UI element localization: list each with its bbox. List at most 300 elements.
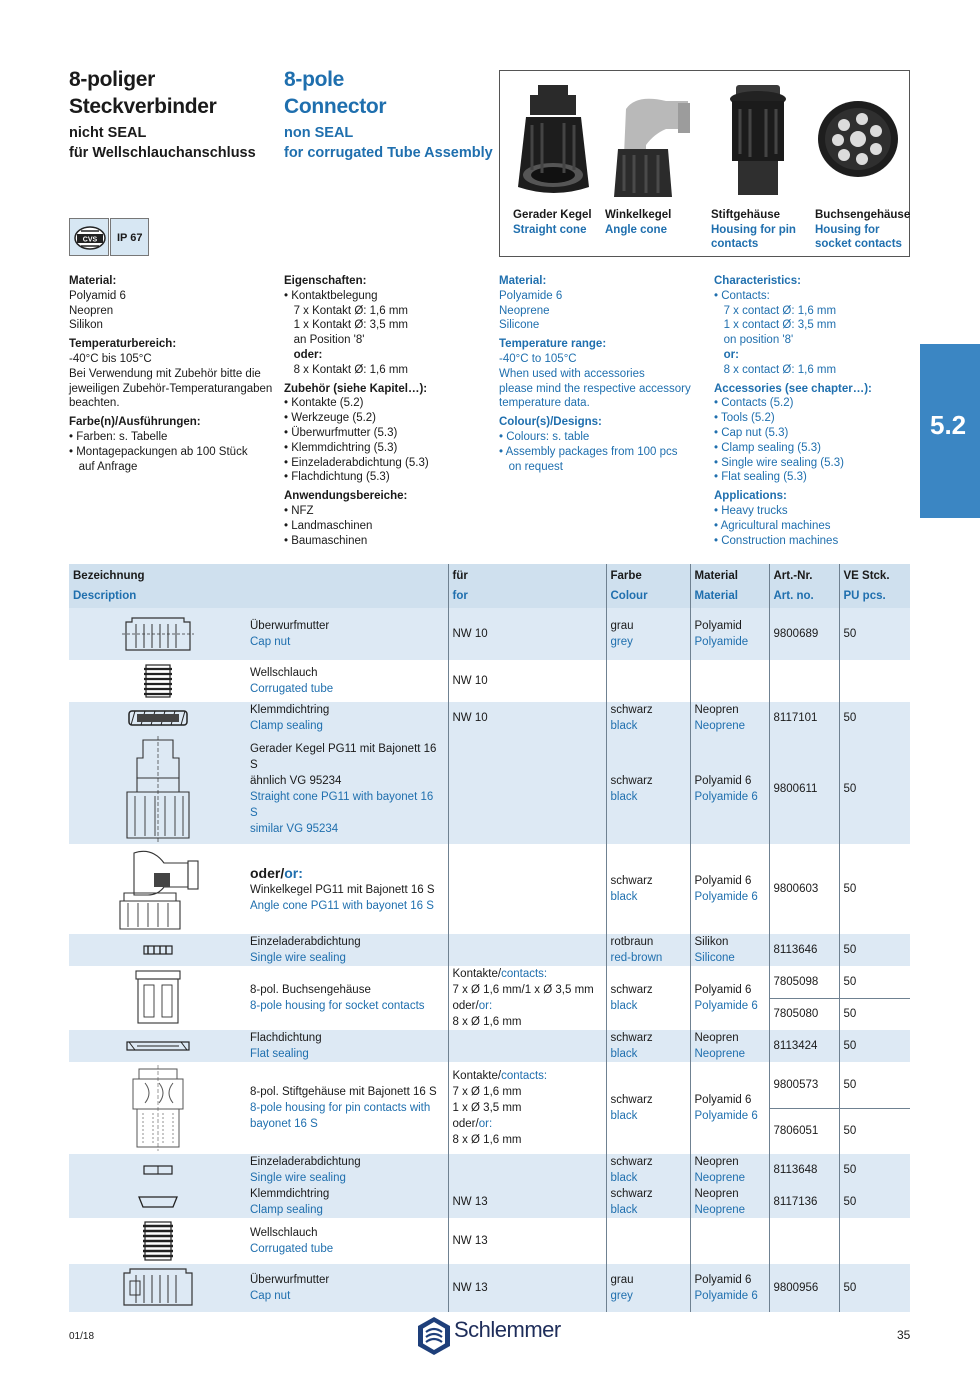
en-title-line-1: 8-pole [284,68,345,91]
en-title-line-2: Connector [284,95,387,118]
art-no-cell[interactable]: 9800689 [769,608,839,660]
for-cell: NW 10 [448,702,606,734]
or-en: or: [284,865,303,881]
art-no-cell[interactable]: 8117101 [769,702,839,734]
certification-badge [69,218,109,256]
colour-de: grau [610,620,634,632]
material-en: Polyamide 6 [694,1110,758,1122]
material-cell [690,1154,769,1186]
desc-de: Überwurfmutter [250,1274,330,1286]
caption-en-2: contacts [711,238,759,250]
material-en: Polyamide [694,636,749,648]
material-cell [690,1062,769,1154]
brand-logo[interactable] [416,1316,566,1356]
art-no-cell[interactable]: 7805080 [769,998,839,1030]
for-cell: NW 10 [448,608,606,660]
cap-nut-drawing [69,608,246,660]
angle-cone-drawing [69,844,246,934]
pu-cell: 50 [839,702,910,734]
desc-en: Corrugated tube [250,683,334,695]
art-no-cell[interactable]: 8113424 [769,1030,839,1062]
ip-rating-badge: IP 67 [110,218,149,256]
text-line: • Construction machines [714,534,839,547]
header-pu [839,564,910,608]
for-cell [448,734,606,844]
text-line: • Montagepackungen ab 100 Stück [69,445,248,458]
for-en: contacts: [501,968,548,980]
material-de: Polyamid 6 [694,984,752,996]
pin-housing-drawing [69,1062,246,1154]
text-line: on position '8' [714,334,794,347]
material-en: Polyamide 6 [694,1000,758,1012]
header-de: Material [694,570,738,582]
material-de: Neopren [694,1032,739,1044]
text-line: Neopren [69,304,114,317]
header-en: PU pcs. [843,590,886,602]
section-title: Zubehör (siehe Kapitel…): [284,382,428,395]
caption-de: Stiftgehäuse [711,209,781,221]
desc-en: Straight cone PG11 with bayonet 16 S [250,791,434,819]
material-de: Neopren [694,704,739,716]
section-title: Material: [69,275,117,287]
pin-housing-photo [722,79,797,201]
clamp-sealing-icon [133,1194,183,1210]
text-line: Silicone [499,319,540,332]
for-line: 7 x Ø 1,6 mm/1 x Ø 3,5 mm [452,984,594,996]
material-de: Polyamid [694,620,742,632]
en-material-column [499,274,709,474]
text-line: • Colours: s. table [499,430,590,443]
table-row[interactable] [69,608,910,660]
corrugated-tube-drawing [69,1218,246,1264]
single-wire-sealing-icon [138,943,178,957]
desc-en: Cap nut [250,1290,291,1302]
de-subtitle-2: für Wellschlauchanschluss [69,145,256,161]
header-de: VE Stck. [843,570,890,582]
caption-de: Buchsengehäuse [815,209,911,221]
for-en: or: [478,1000,493,1012]
header-de: für [452,570,468,582]
pu-cell [839,660,910,702]
table-row[interactable] [69,934,910,966]
colour-de: schwarz [610,704,653,716]
text-line: Neoprene [499,304,550,317]
pu-cell: 50 [839,998,910,1030]
photo-caption-straight-cone [513,208,592,237]
text-line: • NFZ [284,504,314,517]
header-en: Art. no. [773,590,814,602]
colour-de: schwarz [610,1156,653,1168]
pin-housing-icon [123,1065,193,1151]
material-cell [690,608,769,660]
colour-cell [606,702,690,734]
text-line: 7 x contact Ø: 1,6 mm [714,304,837,317]
cap-nut-icon [118,614,198,654]
header-material [690,564,769,608]
pu-cell: 50 [839,966,910,998]
for-cell: NW 13 [448,1264,606,1312]
table-row[interactable] [69,966,910,998]
art-no-cell[interactable]: 8113646 [769,934,839,966]
desc-en: similar VG 95234 [250,823,339,835]
table-row[interactable] [69,1264,910,1312]
material-de: Polyamid 6 [694,1094,752,1106]
section-title: Temperature range: [499,338,607,351]
table-row[interactable] [69,734,910,844]
desc-cell [246,1264,448,1312]
colour-cell [606,844,690,934]
header-for [448,564,606,608]
art-no-cell[interactable]: 9800573 [769,1062,839,1108]
section-title: Accessories (see chapter…): [714,382,872,395]
text-line: • Werkzeuge (5.2) [284,412,377,425]
caption-de: Winkelkegel [605,209,672,221]
colour-de: schwarz [610,1032,653,1044]
table-row[interactable] [69,702,910,734]
caption-en-1: Housing for pin [711,223,796,236]
desc-cell [246,608,448,660]
text-line: • Flachdichtung (5.3) [284,471,390,484]
caption-de: Gerader Kegel [513,209,592,221]
desc-cell [246,1062,448,1154]
caption-en-2: socket contacts [815,238,902,250]
colour-de: grau [610,1274,634,1286]
for-cell [448,966,606,1030]
material-en: Polyamide 6 [694,891,758,903]
straight-cone-drawing [69,734,246,844]
desc-en: Single wire sealing [250,1172,346,1184]
text-line: • Heavy trucks [714,504,788,517]
table-row[interactable] [69,1186,910,1218]
material-en: Silicone [694,952,735,964]
colour-en: black [610,1048,638,1060]
text-line: 8 x contact Ø: 1,6 mm [714,363,837,376]
colour-de: schwarz [610,1188,653,1200]
material-de: Neopren [694,1188,739,1200]
vde-cert-icon [70,219,110,257]
desc-cell [246,1030,448,1062]
table-row[interactable] [69,844,910,934]
for-cell [448,1154,606,1186]
section-title: Material: [499,275,547,287]
art-no-cell[interactable]: 9800956 [769,1264,839,1312]
product-table [69,564,910,1312]
pu-cell: 50 [839,1030,910,1062]
straight-cone-icon [113,736,203,842]
socket-housing-photo [812,89,907,199]
colour-en: black [610,1110,638,1122]
colour-en: black [610,1172,638,1184]
text-line: jeweiligen Zubehör-Temperaturangaben [69,382,273,395]
art-no-cell[interactable]: 8117136 [769,1186,839,1218]
text-line: 1 x contact Ø: 3,5 mm [714,319,837,332]
pu-cell: 50 [839,844,910,934]
for-line [453,1116,602,1132]
section-title: Anwendungsbereiche: [284,490,408,503]
art-no-cell[interactable]: 7805098 [769,966,839,998]
de-subtitle-1: nicht SEAL [69,125,147,141]
material-en: Neoprene [694,1172,746,1184]
pu-cell: 50 [839,934,910,966]
colour-cell [606,934,690,966]
text-line: • Farben: s. Tabelle [69,430,168,443]
text-line: • Einzeladerabdichtung (5.3) [284,456,429,469]
header-colour [606,564,690,608]
desc-en: Clamp sealing [250,720,323,732]
text-line: 7 x Kontakt Ø: 1,6 mm [284,304,408,317]
de-material-column [69,274,279,474]
desc-en: Flat sealing [250,1048,309,1060]
de-title-line-2: Steckverbinder [69,95,217,118]
en-subtitle-1: non SEAL [284,125,354,141]
material-cell [690,1264,769,1312]
colour-cell [606,608,690,660]
text-line: 8 x Kontakt Ø: 1,6 mm [284,363,408,376]
chapter-tab[interactable] [920,344,980,518]
for-line: 8 x Ø 1,6 mm [452,1134,522,1146]
photo-caption-socket-housing [815,208,910,252]
text-line: • Agricultural machines [714,519,831,532]
desc-de: Gerader Kegel PG11 mit Bajonett 16 S [250,743,437,771]
desc-cell [246,702,448,734]
for-de: Kontakte/ [452,1070,502,1082]
colour-en: black [610,1000,638,1012]
cap-nut-drawing [69,1264,246,1312]
en-header [284,66,493,163]
table-row[interactable] [69,1218,910,1264]
section-title: Eigenschaften: [284,275,367,287]
material-de: Polyamid 6 [694,775,752,787]
for-line: 8 x Ø 1,6 mm [452,1016,522,1028]
flat-sealing-icon [123,1039,193,1053]
corrugated-tube-icon [138,663,178,699]
desc-en: Cap nut [250,636,291,648]
text-line: Polyamide 6 [499,289,563,302]
for-de: oder/ [452,1000,479,1012]
material-en: Polyamide 6 [694,791,758,803]
text-line: • Klemmdichtring (5.3) [284,441,398,454]
text-line: 1 x Kontakt Ø: 3,5 mm [284,319,408,332]
material-cell [690,702,769,734]
desc-en: 8-pole housing for pin contacts with [250,1102,431,1114]
material-cell [690,660,769,702]
colour-de: schwarz [610,984,653,996]
single-wire-sealing-icon [138,1163,178,1177]
text-line: • Landmaschinen [284,519,373,532]
pu-cell: 50 [839,1062,910,1108]
for-line [453,966,602,982]
caption-en-1: Housing for [815,223,880,236]
table-row[interactable] [69,1030,910,1062]
header-description [69,564,448,608]
text-line: • Baumaschinen [284,534,368,547]
desc-de: Klemmdichtring [250,1188,330,1200]
colour-en: grey [610,1290,633,1302]
text-line: • Assembly packages from 100 pcs [499,445,678,458]
colour-cell [606,966,690,1030]
text-line: -40°C to 105°C [499,352,577,365]
header-de: Art.-Nr. [773,570,813,582]
desc-cell [246,844,448,934]
section-title: Colour(s)/Designs: [499,416,602,429]
colour-en: grey [610,636,633,648]
desc-cell [246,934,448,966]
material-de: Neopren [694,1156,739,1168]
text-line: • Clamp sealing (5.3) [714,441,821,454]
desc-de: Überwurfmutter [250,620,330,632]
angle-cone-photo [606,89,696,199]
desc-de: Wellschlauch [250,667,318,679]
photo-caption-angle-cone [605,208,671,237]
table-row[interactable] [69,660,910,702]
desc-de: 8-pol. Buchsengehäuse [250,984,371,996]
table-row[interactable] [69,1154,910,1186]
desc-en: Corrugated tube [250,1243,334,1255]
single-wire-sealing-drawing [69,934,246,966]
material-cell [690,1030,769,1062]
text-line: • Tools (5.2) [714,412,775,425]
colour-en: black [610,1204,638,1216]
flat-sealing-drawing [69,1030,246,1062]
art-no-cell[interactable]: 9800611 [769,734,839,844]
pu-cell: 50 [839,1108,910,1154]
text-line: oder: [284,348,323,361]
material-en: Neoprene [694,1048,746,1060]
material-de: Silikon [694,936,729,948]
for-cell: NW 10 [448,660,606,702]
for-cell: NW 13 [448,1186,606,1218]
colour-cell [606,1218,690,1264]
header-en: Material [694,590,738,602]
desc-de: 8-pol. Stiftgehäuse mit Bajonett 16 S [250,1086,437,1098]
desc-en: bayonet 16 S [250,1118,318,1130]
header-en: for [452,590,468,602]
text-line: temperature data. [499,397,590,410]
text-line: • Contacts (5.2) [714,397,794,410]
text-line: • Cap nut (5.3) [714,426,789,439]
desc-de: Einzeladerabdichtung [250,1156,361,1168]
header-de: Bezeichnung [73,570,145,582]
for-cell: NW 13 [448,1218,606,1264]
art-no-cell [769,1218,839,1264]
chapter-tab-label: 5.2 [930,410,967,440]
material-en: Neoprene [694,720,746,732]
footer-date: 01/18 [69,1331,95,1342]
desc-cell [246,1186,448,1218]
colour-cell [606,1062,690,1154]
desc-de: Einzeladerabdichtung [250,936,361,948]
for-de: oder/ [452,1118,479,1130]
material-de: Polyamid 6 [694,875,752,887]
pu-cell: 50 [839,734,910,844]
pu-cell: 50 [839,608,910,660]
for-line [453,1068,602,1084]
en-subtitle-2: for corrugated Tube Assembly [284,145,493,161]
colour-cell [606,1030,690,1062]
for-cell [448,1062,606,1154]
colour-en: black [610,891,638,903]
section-title: Characteristics: [714,275,801,287]
text-line: When used with accessories [499,367,645,380]
material-cell [690,966,769,1030]
text-line: • Single wire sealing (5.3) [714,456,844,469]
text-line: Bei Verwendung mit Zubehör bitte die [69,367,261,380]
desc-de: Klemmdichtring [250,704,330,716]
page-number: 35 [897,1328,911,1342]
single-wire-sealing-drawing [69,1154,246,1186]
section-title: Farbe(n)/Ausführungen: [69,416,201,429]
de-properties-column [284,274,494,548]
text-line: • Kontaktbelegung [284,289,378,302]
corrugated-tube-icon [138,1220,178,1262]
desc-cell [246,660,448,702]
colour-cell [606,1264,690,1312]
material-cell [690,1218,769,1264]
material-cell [690,844,769,934]
art-no-cell[interactable]: 7806051 [769,1108,839,1154]
text-line: an Position '8' [284,334,365,347]
for-cell [448,934,606,966]
colour-cell [606,1154,690,1186]
text-line: • Überwurfmutter (5.3) [284,426,398,439]
caption-en: Straight cone [513,223,587,236]
clamp-sealing-drawing [69,702,246,734]
art-no-cell[interactable]: 9800603 [769,844,839,934]
colour-cell [606,660,690,702]
pu-cell: 50 [839,1186,910,1218]
desc-de: Winkelkegel PG11 mit Bajonett 16 S [250,884,435,896]
product-photo-panel [499,70,910,257]
colour-cell [606,1186,690,1218]
straight-cone-photo [506,77,601,202]
or-label [250,864,444,882]
colour-en: black [610,791,638,803]
cap-nut-icon [116,1267,200,1309]
clamp-sealing-icon [123,708,193,728]
desc-cell [246,734,448,844]
header-art-no [769,564,839,608]
for-de: Kontakte/ [452,968,502,980]
desc-cell [246,966,448,1030]
colour-de: schwarz [610,775,653,787]
art-no-cell[interactable]: 8113648 [769,1154,839,1186]
table-row[interactable] [69,1062,910,1108]
header-en: Colour [610,590,648,602]
pu-cell [839,1218,910,1264]
for-line [453,998,602,1014]
text-line: auf Anfrage [69,460,138,473]
socket-housing-icon [130,969,186,1027]
table-header-row [69,564,910,608]
text-line: • Kontakte (5.2) [284,397,364,410]
text-line: • Contacts: [714,289,770,302]
for-en: contacts: [501,1070,548,1082]
for-en: or: [478,1118,493,1130]
desc-de: Flachdichtung [250,1032,322,1044]
desc-cell [246,1154,448,1186]
colour-cell [606,734,690,844]
schlemmer-logo-icon [416,1316,452,1356]
header-de: Farbe [610,570,642,582]
pu-cell: 50 [839,1264,910,1312]
colour-de: schwarz [610,875,653,887]
svg-text:CVS: CVS [82,236,98,244]
desc-en: 8-pole housing for socket contacts [250,1000,425,1012]
colour-en: black [610,720,638,732]
material-cell [690,934,769,966]
material-cell [690,734,769,844]
desc-de: ähnlich VG 95234 [250,775,342,787]
